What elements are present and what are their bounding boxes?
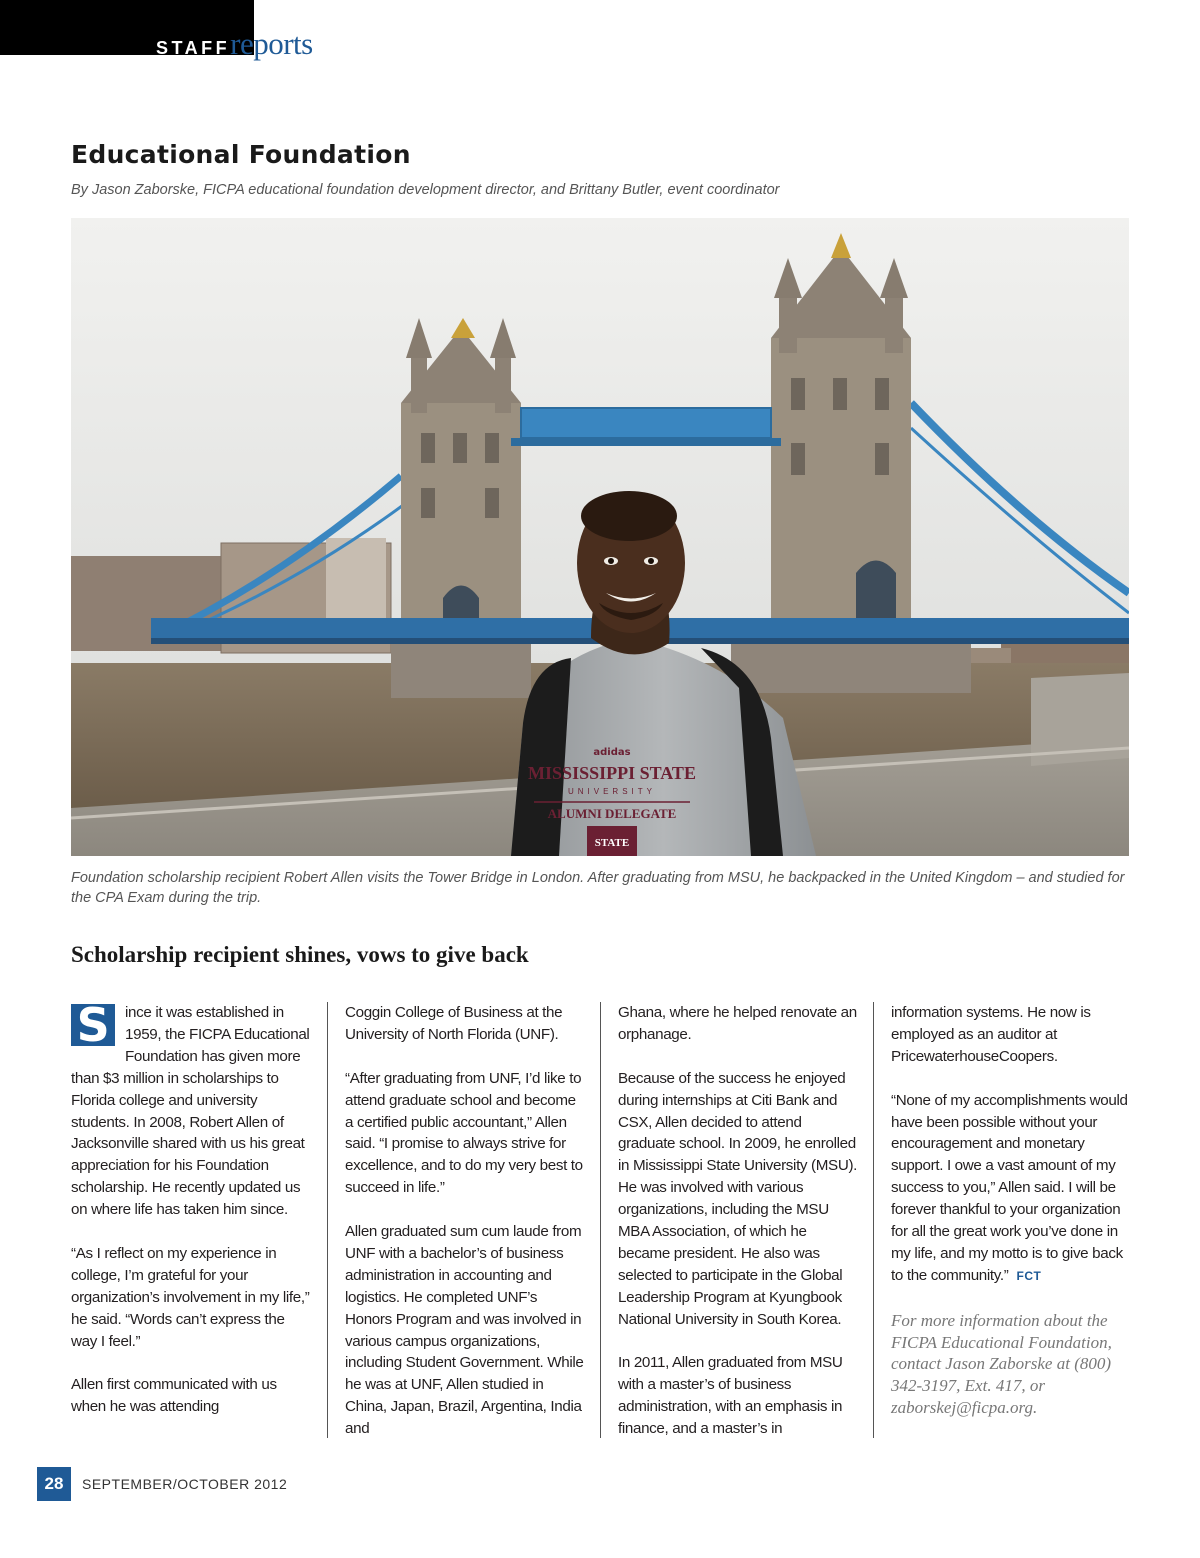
end-mark: FCT bbox=[1016, 1268, 1042, 1283]
paragraph bbox=[891, 1090, 1136, 1288]
column-divider bbox=[327, 1002, 328, 1438]
text-column-1 bbox=[71, 998, 311, 1418]
drop-cap: S bbox=[71, 1004, 115, 1046]
upper-walkway bbox=[511, 408, 781, 446]
section-tag-reports: reports bbox=[230, 26, 313, 61]
article-title: Educational Foundation bbox=[71, 140, 411, 169]
paragraph: Because of the success he enjoyed during internships at Citi Bank and CSX, Allen decided to attend graduate school. In 2009, he enrolled in Mississippi State University (MSU). He was involved with various organizations, including the MSU MBA Association, of which he became president. He also was selected to participate in the Global Leadership Program at Kyungbook National University in South Korea. bbox=[618, 1069, 858, 1328]
article-byline: By Jason Zaborske, FICPA educational foundation development director, and Brittany Butler, event coordinator bbox=[71, 182, 780, 198]
shirt-line-2: UNIVERSITY bbox=[567, 787, 657, 796]
text-column-2 bbox=[345, 1002, 585, 1440]
page-number: 28 bbox=[37, 1467, 71, 1501]
photo-caption: Foundation scholarship recipient Robert Allen visits the Tower Bridge in London. After graduating from MSU, he backpacked in the United Kingdom – and studied for the CPA Exam during the trip. bbox=[71, 870, 1125, 906]
issue-date: SEPTEMBER/OCTOBER 2012 bbox=[82, 1476, 288, 1492]
column-divider bbox=[600, 1002, 601, 1438]
paragraph-text: ince it was established in 1959, the FICPA Educational Foundation has given more than $3 million in scholarships to Florida college and university students. In 2008, Robert Allen of Jacksonville shared with us his great appreciation for his Foundation scholarship. He recently updated us on where life has taken him since. bbox=[71, 1004, 310, 1219]
text-column-4 bbox=[891, 1002, 1136, 1419]
shirt-line-1: MISSISSIPPI STATE bbox=[528, 763, 696, 783]
column-divider bbox=[873, 1002, 874, 1438]
paragraph-text: “None of my accomplishments would have been possible without your encouragement and monetary support. I owe a vast amount of my success to you,” Allen said. I will be forever thankful to your organization for all the great work you’ve done in my life, and my motto is to give back to the community.” bbox=[891, 1091, 1128, 1284]
section-tag bbox=[156, 28, 313, 59]
paragraph: Ghana, where he helped renovate an orphanage. bbox=[618, 1004, 857, 1043]
article-photo bbox=[71, 218, 1129, 856]
paragraph: In 2011, Allen graduated from MSU with a master’s of business administration, with an emphasis in finance, and a master’s in bbox=[618, 1354, 843, 1438]
paragraph: “After graduating from UNF, I’d like to attend graduate school and become a certified public accountant,” Allen said. “I promise to always strive for excellence, and to do my very best to succeed in life.” bbox=[345, 1069, 583, 1197]
shirt-line-3: ALUMNI DELEGATE bbox=[547, 806, 677, 821]
paragraph bbox=[71, 998, 311, 1221]
shirt-logo: STATE bbox=[594, 837, 630, 849]
paragraph: Allen first communicated with us when he was attending bbox=[71, 1376, 277, 1416]
shirt-brand: adidas bbox=[593, 747, 631, 758]
paragraph: information systems. He now is employed as an auditor at PricewaterhouseCoopers. bbox=[891, 1004, 1091, 1065]
paragraph: Allen graduated sum cum laude from UNF with a bachelor’s of business administration in accounting and logistics. He completed UNF’s Honors Program and was involved in various campus organizations, including Student Government. While he was at UNF, Allen studied in China, Japan, Brazil, Argentina, India and bbox=[345, 1223, 584, 1438]
paragraph: Coggin College of Business at the University of North Florida (UNF). bbox=[345, 1004, 563, 1043]
article-subhead: Scholarship recipient shines, vows to give back bbox=[71, 942, 529, 967]
text-column-3 bbox=[618, 1002, 858, 1440]
section-tag-staff: STAFF bbox=[156, 38, 231, 58]
paragraph: “As I reflect on my experience in college, I’m grateful for your organization’s involvement in my life,” he said. “Words can’t express the way I feel.” bbox=[71, 1244, 310, 1350]
more-info-note: For more information about the FICPA Educational Foundation, contact Jason Zaborske at (800) 342-3197, Ext. 417, or zaborskej@ficpa.org. bbox=[891, 1310, 1112, 1418]
